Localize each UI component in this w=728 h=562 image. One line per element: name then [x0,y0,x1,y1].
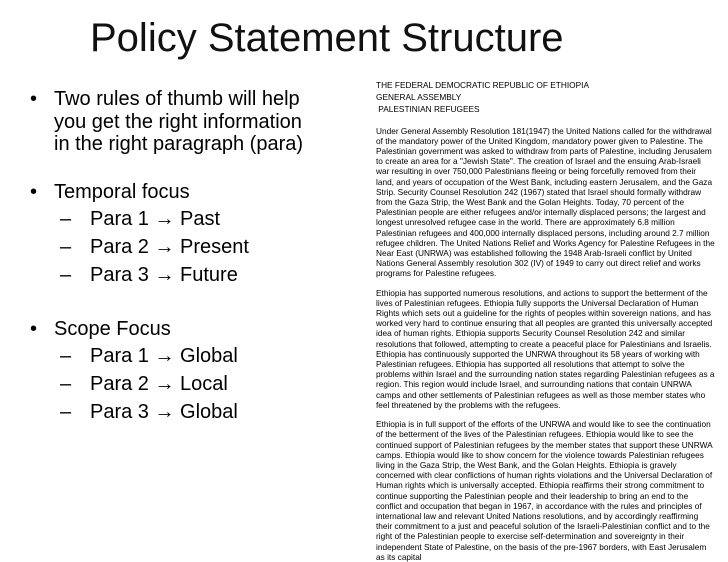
doc-paragraph-3: Ethiopia is in full support of the efforts of the UNRWA and would like to see the continuation of the betterment of the lives of the Palestinian refugees. Ethiopia would like to see the continued support of Palestinian refugees by the member states that support these UNRWA camps. Ethiopia would like to show concern for the violence towards Palestinian refugees living in the Gaza Strip, the West Bank, and the Golan Heights. Ethiopia is gravely concerned with clear conflictions of human rights violations and the Universal Declaration of Human rights which is universally accepted. Ethiopia reaffirms their strong commitment to continue supporting the Palestinian people and their leadership to bring an end to the conflict and occupation that began in 1967, in accordance with the rules and principles of international law and relevant United Nations resolutions, and by accordingly reaffirming their commitment to a just and peaceful solution of the Israeli-Palestinian conflict and to the right of the Palestinian people to exercise self-determination and sovereignty in their independent State of Palestine, on the basis of the pre-1967 borders, with East Jerusalem as its capital [376,419,713,562]
sub-bullet-text: Para 2 → Local [90,373,228,395]
sub-bullet-text: Para 3 → Global [90,401,238,423]
bullet-text: Scope Focus [54,318,171,340]
bullet-text-line: in the right paragraph (para) [54,133,304,155]
dash-icon: – [60,345,72,367]
doc-paragraph-1: Under General Assembly Resolution 181(1947) the United Nations called for the withdrawal of the mandatory power of the United Kingdom, mandatory power given to Palestine. The Palestinian government was asked to withdraw from parts of Palestine, including Jerusalem to create an area for a "Jewish State". The creation of Israel and the ensuing Arab-Israeli war resulting in over 750,000 Palestinians fleeing or being forcefully removed from their land, and years of occupation of the West Bank, including eastern Jerusalem, and the Gaza Strip. Security Counsel Resolution 242 (1967) stated that Israel should formally withdraw from the Gaza Strip, the West Bank and the Golan Heights. Today, 70 percent of the Palestinian people are either refugees and/or internally displaced persons; the largest and longest unresolved refugee case in the world. There are approximately 6.8 million Palestinian refugees and 400,000 internally displaced persons, including around 2.7 million refugee children. The United Nations Relief and Works Agency for Palestine Refugees in the Near East (UNRWA) was established following the 1948 Arab-Israeli conflict by United Nations General Assembly resolution 302 (IV) of 1949 to carry out direct relief and works programs for Palestine refugees. [376,125,715,279]
doc-header-topic: PALESTINIAN REFUGEES [376,104,480,115]
bullet-text-line: you get the right information [54,110,302,133]
bullet-dot-icon: • [30,88,38,110]
sub-bullet-text: Para 2 → Present [90,236,249,258]
dash-icon: – [60,236,72,258]
sub-bullet-text: Para 1 → Global [90,345,238,367]
bullet-dot-icon: • [30,181,38,203]
sub-bullet-text: Para 3 → Future [90,264,238,286]
doc-header-committee: GENERAL ASSEMBLY [376,92,462,103]
bullet-text: Temporal focus [54,181,190,203]
dash-icon: – [60,373,72,395]
sub-bullet-text: Para 1 → Past [90,208,221,230]
doc-paragraph-2: Ethiopia has supported numerous resolutions, and actions to support the betterment of the lives of Palestinian refugees. Ethiopia fully supports the Universal Declaration of Human Rights which sets out a guideline for the rights of peoples within sovereign nations, and has worked very hard to continue ensuring that all peoples are granted this universally accepted idea of human rights. Ethiopia supports Security Counsel Resolution 242 and similar resolutions that followed, attempting to create a peaceful place for Palestinians and Israelis. Ethiopia has continuously supported the UNRWA throughout its 58 years of working with Palestinian refugees. Ethiopia has supported all resolutions that attempt to solve the problems within Israel and the surrounding nation states regarding Palestinian refugees as a region. This region would include Israel, and surrounding nations that contain UNRWA camps and other settlements of Palestinian refugees as well as those member states who feel threatened by the problems with the refugees. [376,287,715,410]
slide-title: Policy Statement Structure [90,16,564,60]
dash-icon: – [60,401,72,423]
dash-icon: – [60,208,72,230]
dash-icon: – [60,264,72,286]
doc-header-country: THE FEDERAL DEMOCRATIC REPUBLIC OF ETHIOPIA [376,80,589,90]
bullet-dot-icon: • [30,318,38,340]
policy-statement-document [376,80,716,562]
bullet-text-line: Two rules of thumb will help [54,88,300,110]
